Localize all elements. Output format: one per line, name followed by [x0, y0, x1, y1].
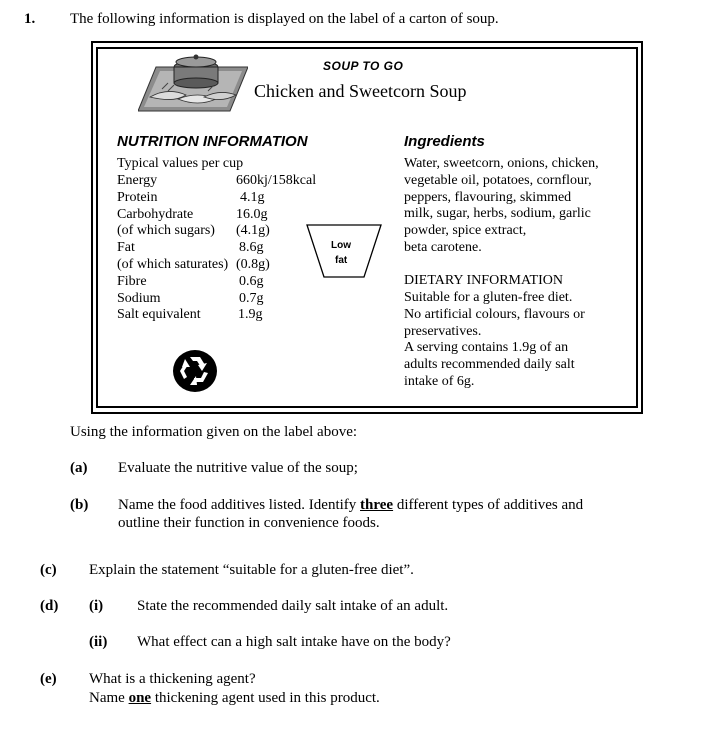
- dietary-list: [404, 290, 585, 391]
- brand-name: SOUP TO GO: [323, 59, 404, 73]
- nutrient-name: Fibre: [117, 273, 147, 289]
- recycle-icon: [172, 349, 218, 393]
- nutrient-name: Fat: [117, 240, 135, 256]
- part-e-text-pre: Name: [89, 690, 129, 706]
- ingredients-heading: Ingredients: [404, 133, 485, 150]
- nutrient-row: [117, 240, 327, 257]
- nutrient-row: [117, 257, 327, 274]
- part-d-ii-label: (ii): [89, 634, 108, 650]
- part-b-line1: [118, 497, 583, 514]
- part-e-text-post: thickening agent used in this product.: [151, 690, 380, 706]
- part-b-text-pre: Name the food additives listed. Identify: [118, 497, 361, 513]
- part-e-line2: [89, 690, 380, 707]
- using-text: Using the information given on the label above:: [70, 424, 358, 440]
- low-fat-line1: Low: [331, 240, 351, 251]
- nutrient-value: 660kj/158kcal: [236, 173, 317, 188]
- nutrition-table: [117, 173, 327, 324]
- nutrient-row: [117, 190, 327, 207]
- question-number: 1.: [24, 11, 36, 27]
- part-b-text-post: different types of additives and: [393, 497, 584, 513]
- nutrition-heading: NUTRITION INFORMATION: [117, 133, 308, 150]
- ingredients-line: powder, spice extract,: [404, 223, 527, 239]
- ingredients-line: peppers, flavouring, skimmed: [404, 189, 572, 205]
- nutrient-value: 0.7g: [239, 290, 264, 306]
- part-a-label: (a): [70, 460, 88, 476]
- ingredients-line: milk, sugar, herbs, sodium, garlic: [404, 206, 591, 222]
- part-c-label: (c): [40, 562, 57, 578]
- question-intro: The following information is displayed on the label of a carton of soup.: [70, 11, 499, 27]
- dietary-heading: DIETARY INFORMATION: [404, 273, 563, 288]
- nutrient-value: 4.1g: [240, 189, 265, 205]
- nutrient-row: [117, 173, 327, 190]
- part-a-text: Evaluate the nutritive value of the soup;: [118, 460, 358, 476]
- nutrient-name: Sodium: [117, 290, 161, 306]
- product-name: Chicken and Sweetcorn Soup: [254, 81, 467, 101]
- nutrient-value: 1.9g: [238, 307, 263, 323]
- ingredients-line: beta carotene.: [404, 239, 482, 255]
- nutrient-row: [117, 223, 327, 240]
- part-b-emphasis: three: [360, 497, 394, 513]
- nutrient-name: Protein: [117, 189, 158, 205]
- dietary-line: A serving contains 1.9g of an: [404, 340, 569, 356]
- nutrient-row: [117, 291, 327, 308]
- nutrient-row: [117, 207, 327, 224]
- part-e-line1: What is a thickening agent?: [89, 671, 256, 687]
- dietary-line: intake of 6g.: [404, 373, 475, 389]
- dietary-line: preservatives.: [404, 323, 482, 339]
- part-b-label: (b): [70, 497, 89, 513]
- part-e-emphasis: one: [128, 690, 152, 706]
- ingredients-line: vegetable oil, potatoes, cornflour,: [404, 172, 592, 188]
- low-fat-line2: fat: [335, 255, 348, 266]
- nutrient-value: 0.6g: [239, 273, 264, 289]
- nutrient-name: Energy: [117, 173, 158, 188]
- part-d-i-text: State the recommended daily salt intake of an adult.: [137, 598, 449, 614]
- ingredients-line: Water, sweetcorn, onions, chicken,: [404, 156, 599, 171]
- part-b-line2: outline their function in convenience foods.: [118, 515, 380, 531]
- nutrient-value: 16.0g: [236, 206, 268, 222]
- nutrient-value: 8.6g: [239, 240, 264, 256]
- nutrient-name: Carbohydrate: [117, 206, 194, 222]
- soup-pot-illustration: [138, 53, 248, 115]
- low-fat-badge: [306, 224, 382, 278]
- dietary-line: adults recommended daily salt: [404, 357, 575, 373]
- nutrient-row: [117, 307, 327, 324]
- part-c-text: Explain the statement “suitable for a gluten-free diet”.: [89, 562, 414, 578]
- dietary-line: No artificial colours, flavours or: [404, 306, 585, 322]
- nutrient-name: Salt equivalent: [117, 307, 201, 323]
- part-e-label: (e): [40, 671, 57, 687]
- nutrition-typical: Typical values per cup: [117, 156, 244, 171]
- part-d-i-label: (i): [89, 598, 104, 614]
- part-d-ii-text: What effect can a high salt intake have on the body?: [137, 634, 451, 650]
- nutrient-name: (of which sugars): [117, 223, 215, 239]
- ingredients-list: [404, 156, 599, 257]
- part-d-label: (d): [40, 598, 59, 614]
- nutrient-name: (of which saturates): [117, 256, 229, 272]
- dietary-line: Suitable for a gluten-free diet.: [404, 290, 573, 305]
- nutrient-value: (0.8g): [236, 256, 270, 272]
- nutrient-value: (4.1g): [236, 223, 270, 239]
- nutrient-row: [117, 274, 327, 291]
